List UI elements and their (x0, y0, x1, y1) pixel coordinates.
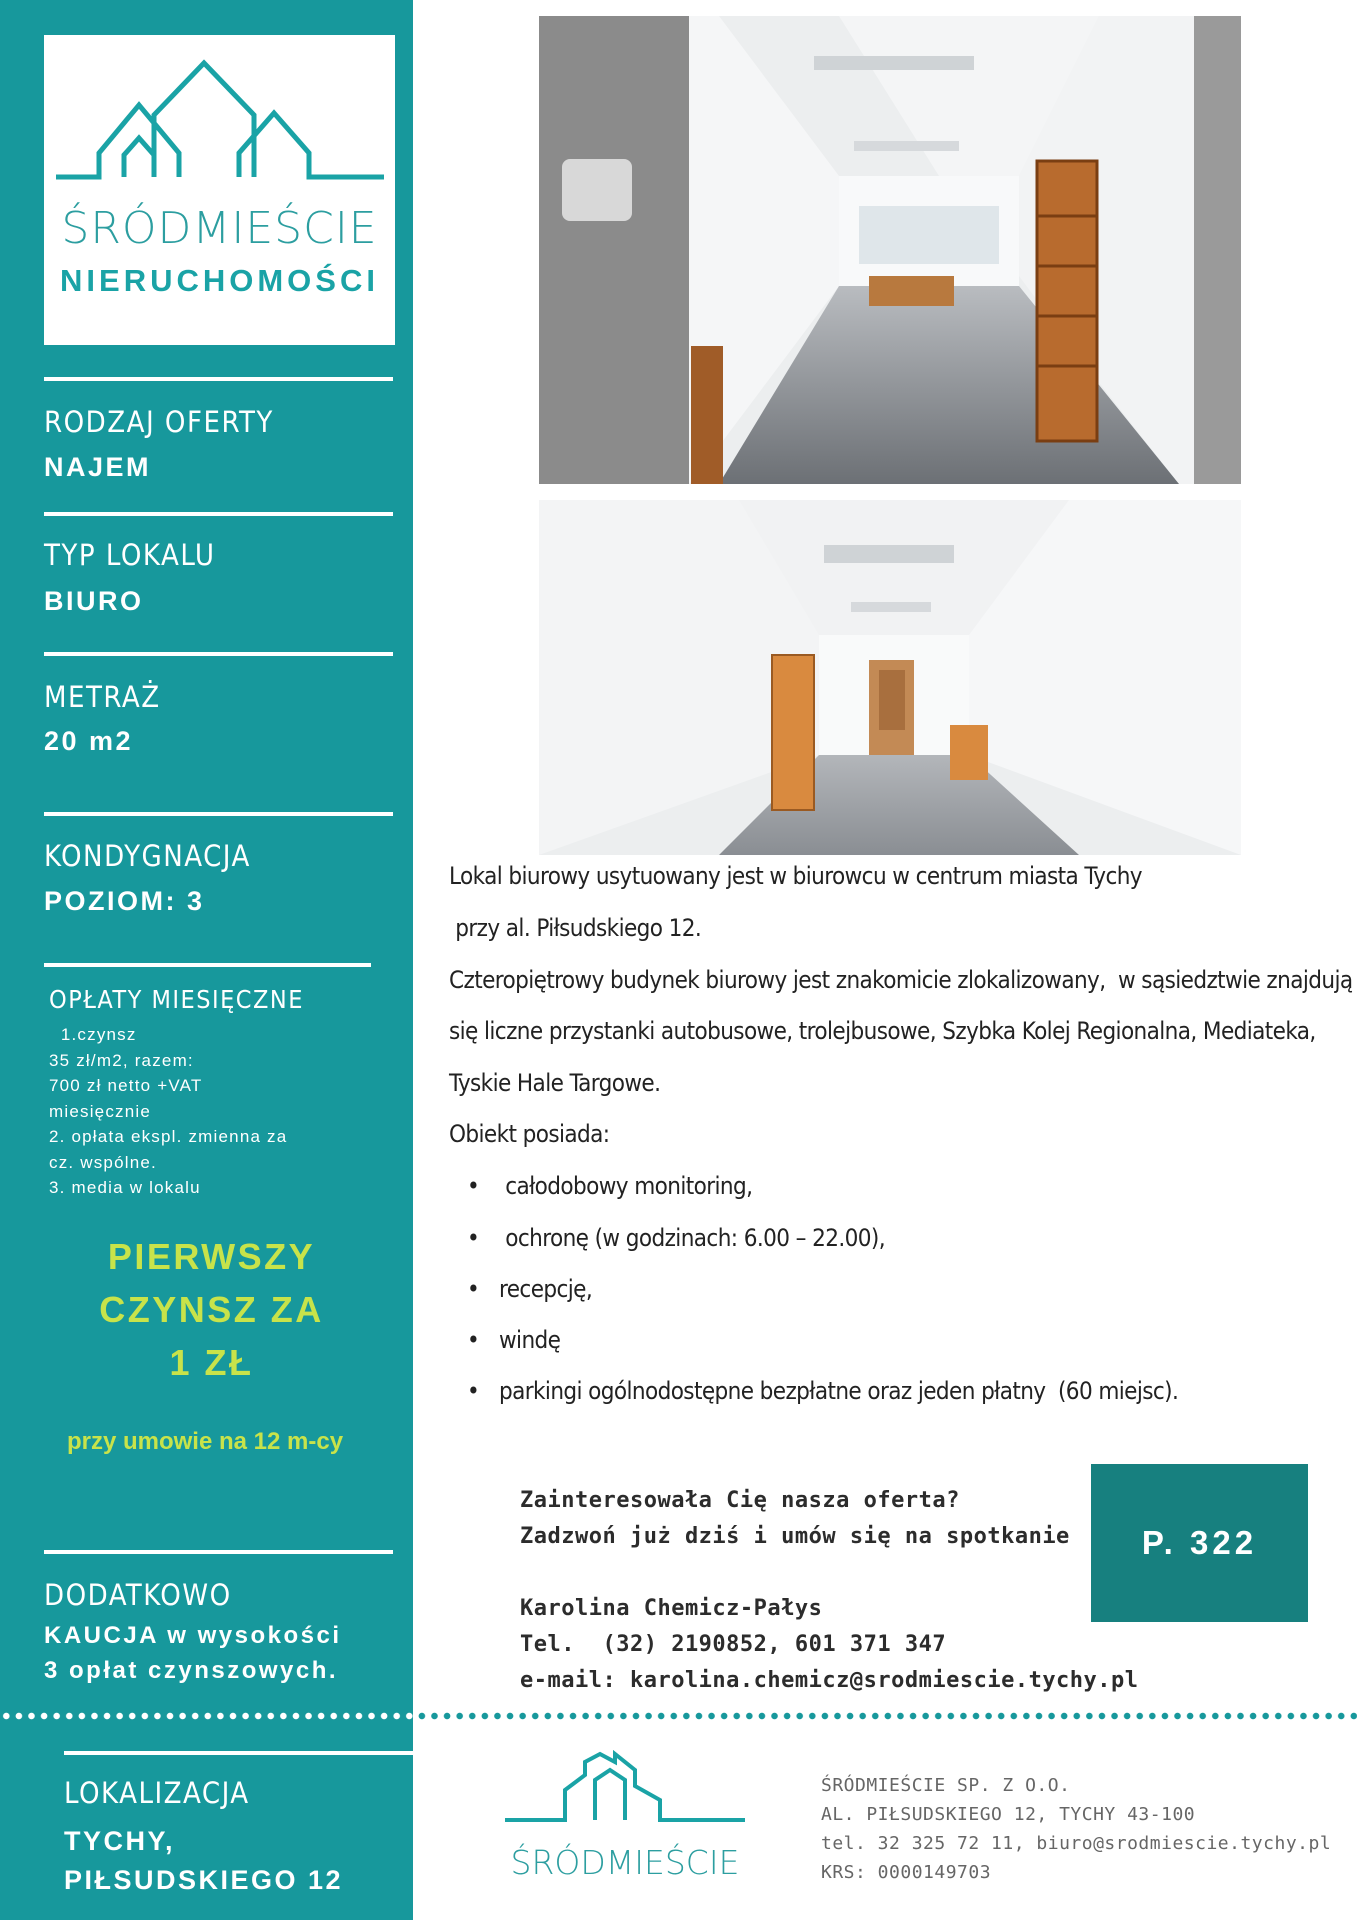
contact-question: Zainteresowała Cię nasza oferta? (520, 1488, 960, 1513)
divider (44, 652, 393, 656)
extra-label: DODATKOWO (44, 1578, 232, 1612)
company-address: AL. PIŁSUDSKIEGO 12, TYCHY 43-100 (821, 1804, 1196, 1825)
divider (44, 512, 393, 516)
description-line: Obiekt posiada: (449, 1120, 610, 1148)
contact-email[interactable]: e-mail: karolina.chemicz@srodmiescie.tychy.pl (520, 1668, 1139, 1693)
company-contact[interactable]: tel. 32 325 72 11, biuro@srodmiescie.tychy.pl (821, 1833, 1332, 1854)
amenity-text: parkingi ogólnodostępne bezpłatne oraz jeden płatny (60 miejsc). (499, 1377, 1179, 1405)
contact-name: Karolina Chemicz-Pałys (520, 1596, 823, 1621)
contact-call-to-action: Zadzwoń już dziś i umów się na spotkanie (520, 1524, 1070, 1549)
divider (44, 812, 393, 816)
divider (44, 377, 393, 381)
company-name: ŚRÓDMIEŚCIE SP. Z O.O. (821, 1775, 1071, 1796)
reference-badge: P. 322 (1091, 1464, 1308, 1622)
amenity-text: ochronę (w godzinach: 6.00 – 22.00), (499, 1224, 885, 1252)
location-line2: PIŁSUDSKIEGO 12 (64, 1865, 344, 1895)
logo (44, 35, 395, 345)
dotted-separator-white (0, 1711, 413, 1721)
bullet-icon: • (467, 1172, 480, 1200)
location-label: LOKALIZACJA (64, 1776, 250, 1810)
fees-line: 2. opłata ekspl. zmienna za (49, 1127, 288, 1146)
description-line: Tyskie Hale Targowe. (449, 1069, 661, 1097)
amenity-text: całodobowy monitoring, (499, 1172, 753, 1200)
area-label: METRAŻ (44, 680, 161, 714)
fees-line: miesięcznie (49, 1101, 152, 1121)
fees-line: 700 zł netto +VAT (49, 1076, 203, 1095)
description-line: Czteropiętrowy budynek biurowy jest znakomicie zlokalizowany, w sąsiedztwie znajdują (449, 966, 1353, 994)
premises-type-label: TYP LOKALU (44, 538, 216, 572)
footer-logo-text: ŚRÓDMIEŚCIE (510, 1843, 740, 1882)
bullet-icon: • (467, 1326, 480, 1354)
amenity-text: recepcję, (499, 1275, 593, 1303)
city-logo-icon (500, 1750, 750, 1830)
description-line: przy al. Piłsudskiego 12. (449, 914, 702, 942)
floor-value: POZIOM: 3 (44, 886, 205, 916)
fees-line: 1.czynsz (49, 1025, 137, 1044)
divider (64, 1751, 413, 1755)
logo-line1: ŚRÓDMIEŚCIE (61, 203, 378, 254)
description-line: się liczne przystanki autobusowe, trolejbusowe, Szybka Kolej Regionalna, Mediateka, (449, 1017, 1316, 1045)
divider (44, 1550, 393, 1554)
houses-logo-icon (44, 35, 395, 195)
fees-line: 3. media w lokalu (49, 1178, 201, 1197)
promo-line1: PIERWSZY (107, 1236, 316, 1277)
promo-line2: CZYNSZ ZA (99, 1289, 324, 1330)
fees-label: OPŁATY MIESIĘCZNE (49, 985, 304, 1014)
divider (44, 963, 371, 967)
bullet-icon: • (467, 1275, 480, 1303)
fees-list (49, 1022, 379, 1201)
extra-line2: 3 opłat czynszowych. (44, 1657, 339, 1684)
office-photo-1 (539, 16, 1241, 484)
company-krs: KRS: 0000149703 (821, 1862, 992, 1883)
fees-line: 35 zł/m2, razem: (49, 1050, 194, 1070)
offer-type-label: RODZAJ OFERTY (44, 405, 274, 439)
description-line: Lokal biurowy usytuowany jest w biurowcu w centrum miasta Tychy (449, 862, 1142, 890)
bullet-icon: • (467, 1224, 480, 1252)
contact-phone[interactable]: Tel. (32) 2190852, 601 371 347 (520, 1632, 947, 1657)
area-value: 20 m2 (44, 726, 134, 756)
premises-type-value: BIURO (44, 586, 144, 616)
fees-line: cz. wspólne. (49, 1152, 157, 1172)
office-photo-2 (539, 500, 1241, 855)
extra-line1: KAUCJA w wysokości (44, 1622, 342, 1649)
floor-label: KONDYGNACJA (44, 839, 251, 873)
promo-subtitle: przy umowie na 12 m-cy (66, 1428, 344, 1455)
bullet-icon: • (467, 1377, 480, 1405)
offer-type-value: NAJEM (44, 452, 152, 482)
logo-line2: NIERUCHOMOŚCI (60, 263, 379, 298)
location-line1: TYCHY, (64, 1826, 176, 1856)
amenity-text: windę (499, 1326, 561, 1354)
promo-line3: 1 ZŁ (169, 1342, 254, 1383)
sidebar (0, 0, 413, 1920)
